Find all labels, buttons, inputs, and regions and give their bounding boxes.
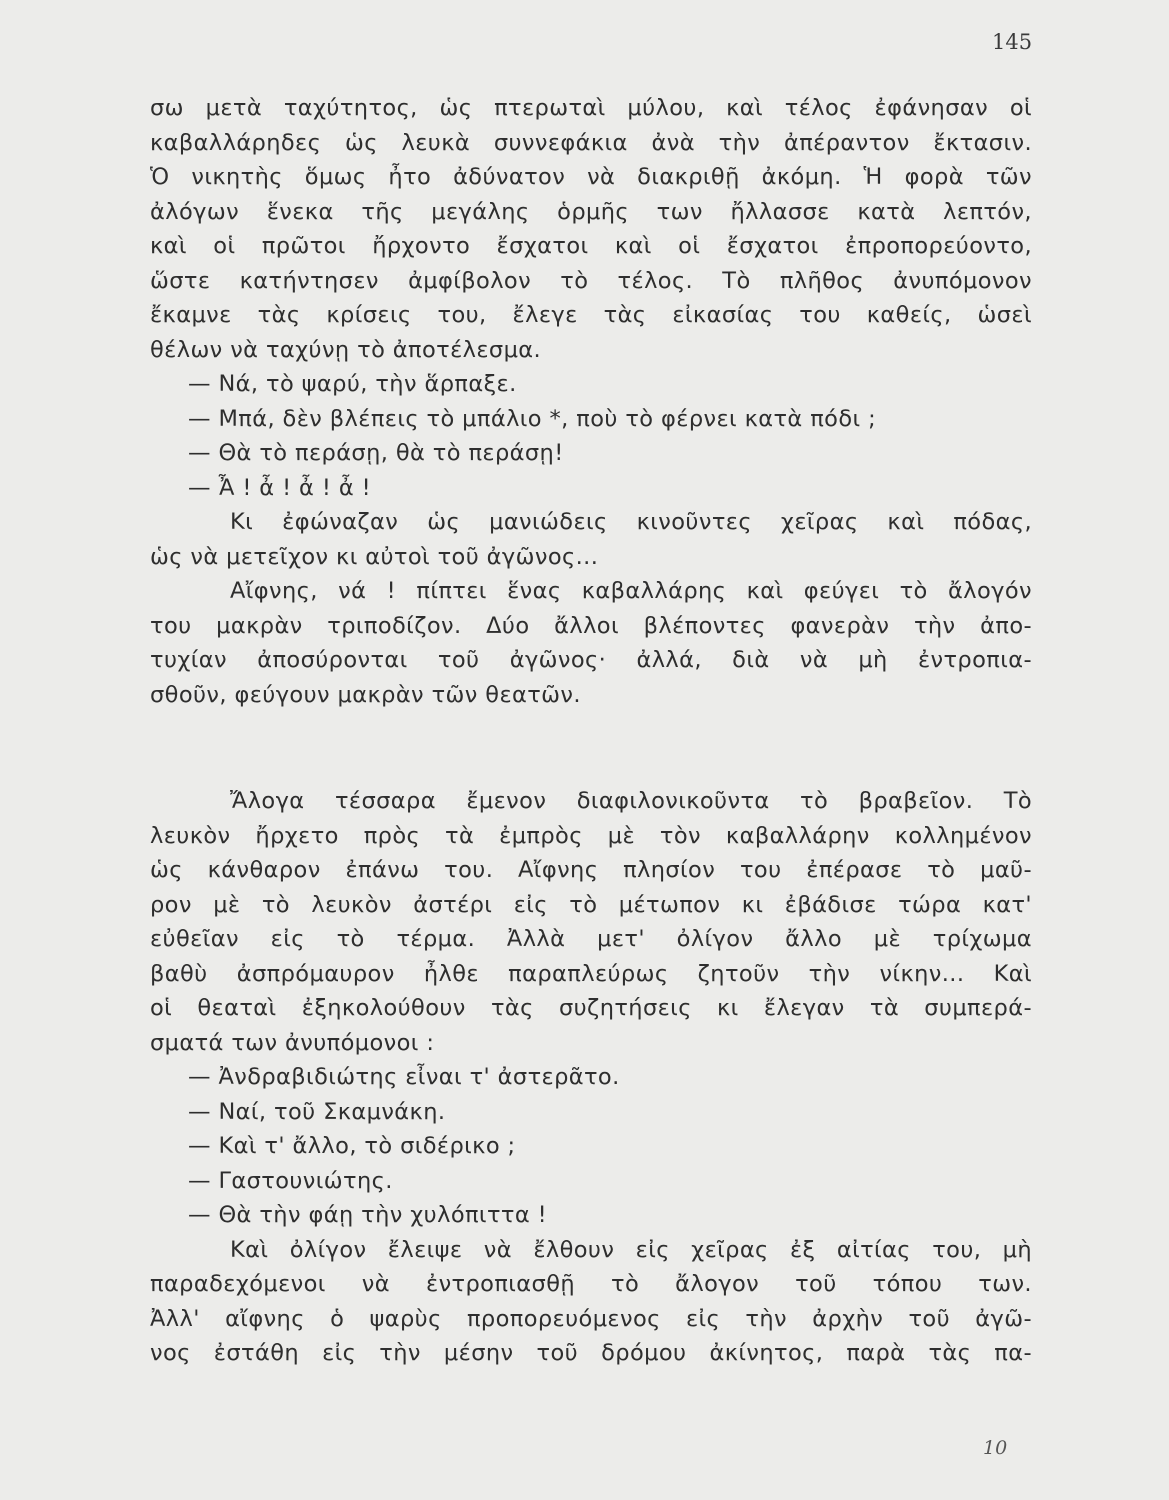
text-line: νος ἐστάθη εἰς τὴν μέσην τοῦ δρόμου ἀκίνητος, παρὰ τὰς πα-: [150, 1340, 1032, 1366]
dialogue-line: — Θὰ τὴν φάῃ τὴν χυλόπιττα !: [188, 1202, 548, 1228]
text-line: σθοῦν, φεύγουν μακρὰν τῶν θεατῶν.: [150, 681, 581, 708]
dialogue-line: — Ἆ ! ἆ ! ἆ ! ἆ !: [188, 474, 372, 501]
dialogue-line: — Θὰ τὸ περάσῃ, θὰ τὸ περάσῃ!: [188, 440, 564, 466]
dialogue-line: — Καὶ τ' ἄλλο, τὸ σιδέρικο ;: [188, 1133, 516, 1159]
text-line: Αἴφνης, νά ! πίπτει ἕνας καβαλλάρης καὶ φεύγει τὸ ἄλογόν: [230, 578, 1032, 604]
text-line: λευκὸν ἤρχετο πρὸς τὰ ἐμπρὸς μὲ τὸν καβαλλάρην κολλημένον: [150, 822, 1032, 849]
text-line: Ἀλλ' αἴφνης ὁ ψαρὺς προπορευόμενος εἰς τὴν ἀρχὴν τοῦ ἀγῶ-: [150, 1305, 1032, 1332]
text-line: ὥστε κατήντησεν ἀμφίβολον τὸ τέλος. Τὸ πλῆθος ἀνυπόμονον: [150, 267, 1032, 294]
dialogue-line: — Ναί, τοῦ Σκαμνάκη.: [188, 1098, 446, 1125]
text-line: ἔκαμνε τὰς κρίσεις του, ἔλεγε τὰς εἰκασίας του καθείς, ὡσεὶ: [150, 302, 1032, 328]
text-line: τυχίαν ἀποσύρονται τοῦ ἀγῶνος· ἀλλά, διὰ νὰ μὴ ἐντροπια-: [150, 647, 1032, 673]
text-line: ὡς κάνθαρον ἐπάνω του. Αἴφνης πλησίον του ἐπέρασε τὸ μαῦ-: [150, 857, 1032, 883]
text-line: βαθὺ ἀσπρόμαυρον ἦλθε παραπλεύρως ζητοῦν τὴν νίκην... Καὶ: [150, 960, 1032, 987]
signature-mark: 10: [983, 1437, 1008, 1459]
text-line: Καὶ ὀλίγον ἔλειψε νὰ ἔλθουν εἰς χεῖρας ἐξ αἰτίας του, μὴ: [230, 1236, 1032, 1263]
text-line: παραδεχόμενοι νὰ ἐντροπιασθῇ τὸ ἄλογον τοῦ τόπου των.: [150, 1271, 1032, 1297]
text-line: εὐθεῖαν εἰς τὸ τέρμα. Ἀλλὰ μετ' ὀλίγον ἄλλο μὲ τρίχωμα: [150, 926, 1032, 952]
text-line: καὶ οἱ πρῶτοι ἤρχοντο ἔσχατοι καὶ οἱ ἔσχατοι ἐπροπορεύοντο,: [150, 233, 1032, 259]
text-line: Ὁ νικητὴς ὅμως ἦτο ἀδύνατον νὰ διακριθῇ ἀκόμη. Ἡ φορὰ τῶν: [150, 164, 1032, 190]
text-line: ὡς νὰ μετεῖχον κι αὐτοὶ τοῦ ἀγῶνος...: [150, 543, 599, 570]
text-line: θέλων νὰ ταχύνῃ τὸ ἀποτέλεσμα.: [150, 336, 542, 363]
text-section-1: [150, 91, 1032, 712]
text-line: οἱ θεαταὶ ἐξηκολούθουν τὰς συζητήσεις κι ἔλεγαν τὰ συμπερά-: [150, 995, 1032, 1021]
text-line: Ἄλογα τέσσαρα ἔμενον διαφιλονικοῦντα τὸ βραβεῖον. Τὸ: [230, 788, 1032, 814]
text-section-2: [150, 784, 1032, 1371]
dialogue-line: — Γαστουνιώτης.: [188, 1167, 393, 1194]
dialogue-line: — Ἀνδραβιδιώτης εἶναι τ' ἀστερᾶτο.: [188, 1064, 620, 1090]
dialogue-line: — Μπά, δὲν βλέπεις τὸ μπάλιο *, ποὺ τὸ φέρνει κατὰ πόδι ;: [188, 405, 877, 432]
text-line: Κι ἐφώναζαν ὡς μανιώδεις κινοῦντες χεῖρας καὶ πόδας,: [230, 509, 1032, 535]
text-line: καβαλλάρηδες ὡς λευκὰ συννεφάκια ἀνὰ τὴν ἀπέραντον ἔκτασιν.: [150, 129, 1032, 156]
text-line: σματά των ἀνυπόμονοι :: [150, 1029, 435, 1056]
text-line: ἀλόγων ἕνεκα τῆς μεγάλης ὁρμῆς των ἤλλασσε κατὰ λεπτόν,: [150, 198, 1032, 225]
text-line: σω μετὰ ταχύτητος, ὡς πτερωταὶ μύλου, καὶ τέλος ἐφάνησαν οἱ: [150, 95, 1032, 121]
dialogue-line: — Νά, τὸ ψαρύ, τὴν ἅρπαξε.: [188, 371, 517, 397]
text-line: ρον μὲ τὸ λευκὸν ἀστέρι εἰς τὸ μέτωπον κι ἐβάδισε τώρα κατ': [150, 891, 1032, 918]
text-line: του μακρὰν τριποδίζον. Δύο ἄλλοι βλέποντες φανερὰν τὴν ἀπο-: [150, 612, 1032, 639]
page-number: 145: [992, 30, 1033, 54]
